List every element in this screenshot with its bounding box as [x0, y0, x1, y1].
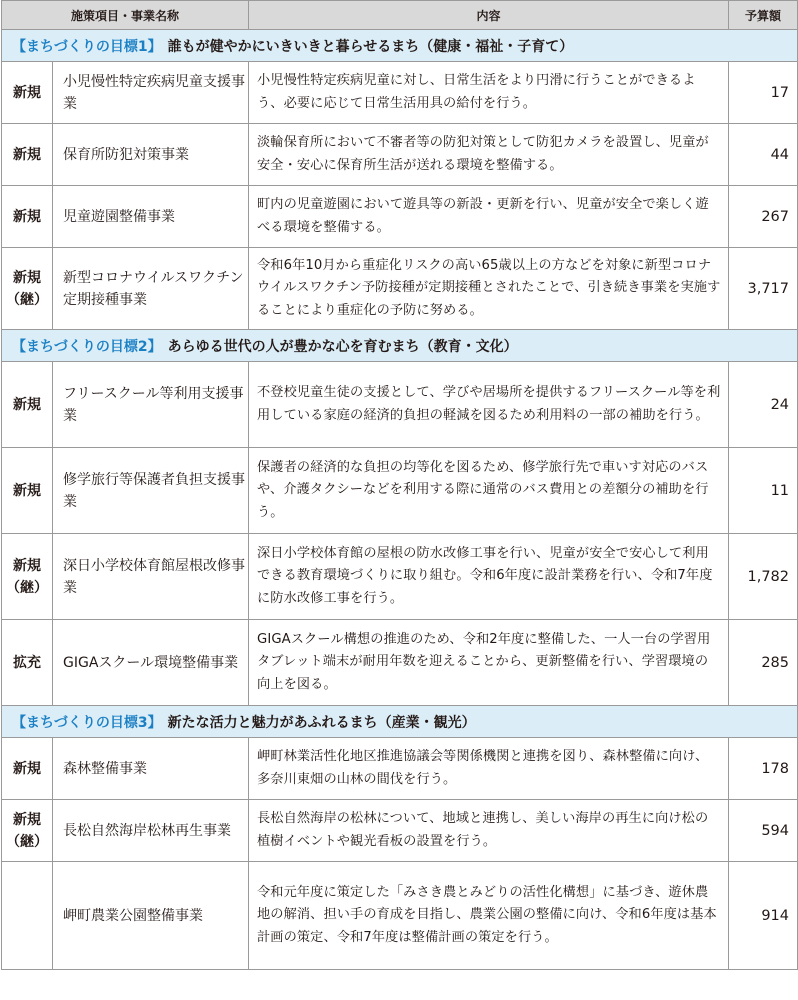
row-budget: 1,782: [729, 534, 798, 620]
row-content: 保護者の経済的な負担の均等化を図るため、修学旅行先で車いす対応のバスや、介護タクシーなどを利用する際に通常のバス費用との差額分の補助を行う。: [249, 448, 729, 534]
goal-heading: [2, 330, 798, 362]
row-tag: [2, 186, 53, 248]
row-tag: [2, 534, 53, 620]
row-content: 令和元年度に策定した「みさき農とみどりの活性化構想」に基づき、遊休農地の解消、担い手の育成を目指し、農業公園の整備に向け、令和6年度は基本計画の策定、令和7年度は整備計画の策定を行う。: [249, 862, 729, 970]
row-content: GIGAスクール構想の推進のため、令和2年度に整備した、一人一台の学習用タブレット端末が耐用年数を迎えることから、更新整備を行い、学習環境の向上を図る。: [249, 620, 729, 706]
row-tag-text: 新規: [13, 84, 41, 101]
row-content: 令和6年10月から重症化リスクの高い65歳以上の方などを対象に新型コロナウイルスワクチン予防接種が定期接種とされたことで、引き続き事業を実施することにより重症化の予防に努める。: [249, 248, 729, 330]
row-content: 小児慢性特定疾病児童に対し、日常生活をより円滑に行うことができるよう、必要に応じて日常生活用具の給付を行う。: [249, 62, 729, 124]
row-name: フリースクール等利用支援事業: [53, 362, 249, 448]
table-row: [2, 800, 798, 862]
row-tag: [2, 862, 53, 970]
goal-heading: [2, 30, 798, 62]
table-row: [2, 248, 798, 330]
header-budget: 予算額: [729, 1, 798, 30]
row-tag-text: 新規 （継）: [6, 269, 48, 308]
row-budget: 11: [729, 448, 798, 534]
table-row: [2, 124, 798, 186]
row-name: 児童遊園整備事業: [53, 186, 249, 248]
row-budget: 178: [729, 738, 798, 800]
row-name: GIGAスクール環境整備事業: [53, 620, 249, 706]
header-name: 施策項目・事業名称: [2, 1, 249, 30]
row-content: 町内の児童遊園において遊具等の新設・更新を行い、児童が安全で楽しく遊べる環境を整備する。: [249, 186, 729, 248]
row-budget: 285: [729, 620, 798, 706]
row-tag-text: 新規 （継）: [6, 557, 48, 596]
budget-table: [1, 0, 798, 970]
row-budget: 17: [729, 62, 798, 124]
row-name: 保育所防犯対策事業: [53, 124, 249, 186]
row-name: 岬町農業公園整備事業: [53, 862, 249, 970]
row-tag: [2, 248, 53, 330]
goal-row: [2, 30, 798, 62]
row-tag-text: 新規: [13, 208, 41, 225]
row-content: 深日小学校体育館の屋根の防水改修工事を行い、児童が安全で安心して利用できる教育環境づくりに取り組む。令和6年度に設計業務を行い、令和7年度に防水改修工事を行う。: [249, 534, 729, 620]
table-header-row: [2, 1, 798, 30]
goal-label: 【まちづくりの目標1】: [12, 38, 162, 55]
row-tag: [2, 124, 53, 186]
table-row: [2, 448, 798, 534]
table-row: [2, 620, 798, 706]
table-row: [2, 186, 798, 248]
header-content: 内容: [249, 1, 729, 30]
table-row: [2, 738, 798, 800]
row-budget: 24: [729, 362, 798, 448]
row-budget: 44: [729, 124, 798, 186]
row-content: 淡輪保育所において不審者等の防犯対策として防犯カメラを設置し、児童が安全・安心に保育所生活が送れる環境を整備する。: [249, 124, 729, 186]
goal-title: 誰もが健やかにいきいきと暮らせるまち（健康・福祉・子育て）: [167, 38, 574, 55]
row-tag: [2, 620, 53, 706]
row-name: 長松自然海岸松林再生事業: [53, 800, 249, 862]
goal-label: 【まちづくりの目標3】: [12, 714, 162, 731]
row-tag: [2, 362, 53, 448]
goal-title: 新たな活力と魅力があふれるまち（産業・観光）: [167, 714, 476, 731]
table-row: [2, 362, 798, 448]
row-name: 小児慢性特定疾病児童支援事業: [53, 62, 249, 124]
goal-label: 【まちづくりの目標2】: [12, 338, 162, 355]
row-name: 新型コロナウイルスワクチン定期接種事業: [53, 248, 249, 330]
goal-row: [2, 330, 798, 362]
row-tag-text: 新規 （継）: [6, 811, 48, 850]
row-tag-text: 新規: [13, 396, 41, 413]
row-name: 修学旅行等保護者負担支援事業: [53, 448, 249, 534]
row-budget: 267: [729, 186, 798, 248]
table-row: [2, 534, 798, 620]
row-tag: [2, 800, 53, 862]
row-tag: [2, 738, 53, 800]
row-tag-text: 新規: [13, 760, 41, 777]
goal-row: [2, 706, 798, 738]
row-budget: 594: [729, 800, 798, 862]
row-tag: [2, 448, 53, 534]
goal-title: あらゆる世代の人が豊かな心を育むまち（教育・文化）: [167, 338, 518, 355]
row-content: 岬町林業活性化地区推進協議会等関係機関と連携を図り、森林整備に向け、多奈川東畑の山林の間伐を行う。: [249, 738, 729, 800]
goal-heading: [2, 706, 798, 738]
row-content: 長松自然海岸の松林について、地域と連携し、美しい海岸の再生に向け松の植樹イベントや観光看板の設置を行う。: [249, 800, 729, 862]
row-budget: 3,717: [729, 248, 798, 330]
row-tag-text: 新規: [13, 146, 41, 163]
row-content: 不登校児童生徒の支援として、学びや居場所を提供するフリースクール等を利用している家庭の経済的負担の軽減を図るため利用料の一部の補助を行う。: [249, 362, 729, 448]
row-budget: 914: [729, 862, 798, 970]
row-name: 森林整備事業: [53, 738, 249, 800]
row-name: 深日小学校体育館屋根改修事業: [53, 534, 249, 620]
row-tag-text: 新規: [13, 482, 41, 499]
table-row: [2, 62, 798, 124]
table-row: [2, 862, 798, 970]
row-tag-text: 拡充: [13, 654, 41, 671]
row-tag: [2, 62, 53, 124]
